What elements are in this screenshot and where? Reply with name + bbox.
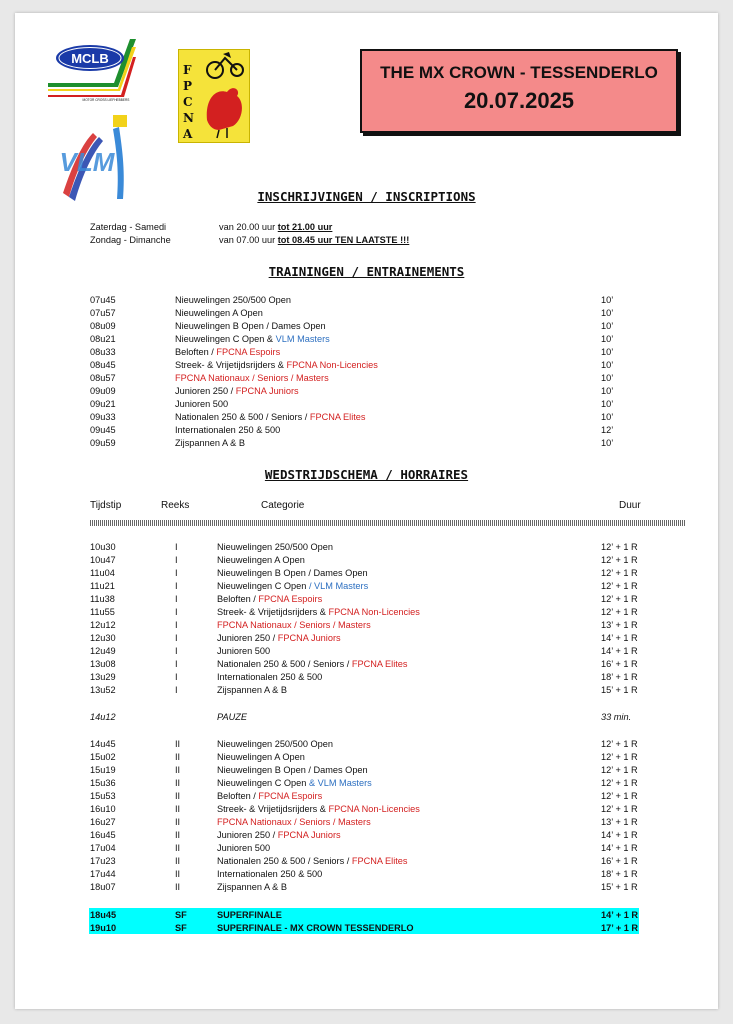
category-text: FPCNA Juniors <box>277 633 341 643</box>
category-text: FPCNA Nationaux / Seniors / Masters <box>217 620 371 630</box>
category-text: Nieuwelingen 250/500 Open <box>217 542 333 552</box>
fpcna-logo <box>178 49 250 143</box>
mclb-logo-subtext: MOTOR CROSS LIEFHEBBERS <box>82 98 130 101</box>
category-cell <box>217 593 322 605</box>
category-text: Beloften / <box>217 594 259 604</box>
training-duration: 10’ <box>601 295 614 305</box>
category-text: Beloften / <box>175 347 217 357</box>
category-text: FPCNA Juniors <box>277 830 341 840</box>
category-text: FPCNA Non-Licencies <box>328 804 420 814</box>
category-cell <box>217 684 287 696</box>
category-text: FPCNA Espoirs <box>258 594 323 604</box>
schedule-series: I <box>175 659 178 669</box>
inscription-hours-from: van 07.00 uur <box>219 235 278 245</box>
schedule-duration: 13’ + 1 R <box>601 817 638 827</box>
category-cell <box>217 606 420 618</box>
schedule-series: I <box>175 568 178 578</box>
pause-label: PAUZE <box>217 712 247 722</box>
category-cell <box>217 803 420 815</box>
schedule-series: II <box>175 817 181 827</box>
category-cell <box>217 738 333 750</box>
column-header-duration: Duur <box>619 500 641 511</box>
schedule-duration: 12’ + 1 R <box>601 607 638 617</box>
category-text: / VLM Masters <box>308 581 369 591</box>
schedule-series: I <box>175 607 178 617</box>
event-title-box <box>360 49 678 133</box>
category-cell <box>175 294 291 306</box>
event-date: 20.07.2025 <box>463 88 575 113</box>
schedule-duration: 12’ + 1 R <box>601 778 638 788</box>
training-duration: 10’ <box>601 386 614 396</box>
category-cell <box>217 909 282 921</box>
schedule-time: 12u49 <box>90 646 116 656</box>
fpcna-logo-text: FPCNA <box>183 63 194 141</box>
schedule-heading: WEDSTRIJDSCHEMA / HORRAIRES <box>264 467 469 482</box>
category-text: Junioren 250 / <box>175 386 236 396</box>
schedule-duration: 12’ + 1 R <box>601 542 638 552</box>
category-text: Junioren 250 / <box>217 633 278 643</box>
training-duration: 10’ <box>601 360 614 370</box>
category-text: FPCNA Nationaux / Seniors / Masters <box>175 373 329 383</box>
category-cell <box>175 333 330 345</box>
schedule-time: 17u04 <box>90 843 116 853</box>
schedule-time: 16u10 <box>90 804 116 814</box>
category-cell <box>217 632 341 644</box>
schedule-time: 17u44 <box>90 869 116 879</box>
inscription-hours <box>219 234 409 246</box>
training-time: 09u45 <box>90 425 116 435</box>
category-text: Nationalen 250 & 500 / Seniors / <box>175 412 310 422</box>
category-text: Junioren 500 <box>217 646 271 656</box>
schedule-series: I <box>175 685 178 695</box>
schedule-series: I <box>175 620 178 630</box>
schedule-series: II <box>175 791 181 801</box>
training-time: 08u21 <box>90 334 116 344</box>
category-text: & VLM Masters <box>308 778 372 788</box>
category-text: Internationalen 250 & 500 <box>175 425 281 435</box>
schedule-duration: 12’ + 1 R <box>601 739 638 749</box>
schedule-time: 16u45 <box>90 830 116 840</box>
category-cell <box>217 816 371 828</box>
category-cell <box>217 855 408 867</box>
schedule-time: 13u08 <box>90 659 116 669</box>
schedule-time: 10u47 <box>90 555 116 565</box>
schedule-duration: 14’ + 1 R <box>601 910 639 920</box>
schedule-duration: 14’ + 1 R <box>601 646 638 656</box>
category-text: Internationalen 250 & 500 <box>217 869 323 879</box>
training-time: 09u09 <box>90 386 116 396</box>
category-text: Nieuwelingen B Open / Dames Open <box>217 568 368 578</box>
schedule-series: II <box>175 752 181 762</box>
schedule-duration: 14’ + 1 R <box>601 633 638 643</box>
schedule-time: 12u30 <box>90 633 116 643</box>
category-text: Nieuwelingen C Open <box>217 778 309 788</box>
training-time: 09u33 <box>90 412 116 422</box>
schedule-duration: 12’ + 1 R <box>601 568 638 578</box>
schedule-time: 15u53 <box>90 791 116 801</box>
category-text: Nieuwelingen A Open <box>217 555 305 565</box>
schedule-duration: 12’ + 1 R <box>601 791 638 801</box>
category-text: Internationalen 250 & 500 <box>217 672 323 682</box>
training-duration: 10’ <box>601 373 614 383</box>
category-text: Streek- & Vrijetijdsrijders & <box>217 804 329 814</box>
category-cell <box>217 619 371 631</box>
inscription-day: Zaterdag - Samedi <box>90 222 167 232</box>
schedule-series: SF <box>175 923 187 933</box>
category-cell <box>217 868 322 880</box>
schedule-time: 16u27 <box>90 817 116 827</box>
schedule-time: 19u10 <box>90 923 117 933</box>
schedule-series: II <box>175 765 181 775</box>
category-cell <box>217 922 414 934</box>
category-text: Junioren 500 <box>175 399 229 409</box>
trainings-heading: TRAININGEN / ENTRAINEMENTS <box>268 264 465 279</box>
category-text: VLM Masters <box>275 334 330 344</box>
schedule-series: II <box>175 830 181 840</box>
schedule-duration: 18’ + 1 R <box>601 672 638 682</box>
column-header-series: Reeks <box>161 500 190 511</box>
schedule-series: I <box>175 555 178 565</box>
schedule-time: 14u45 <box>90 739 116 749</box>
category-text: Nieuwelingen A Open <box>217 752 305 762</box>
inscriptions-heading: INSCHRIJVINGEN / INSCRIPTIONS <box>257 189 476 204</box>
schedule-duration: 12’ + 1 R <box>601 752 638 762</box>
training-time: 08u33 <box>90 347 116 357</box>
category-cell <box>175 385 299 397</box>
category-text: FPCNA Espoirs <box>216 347 281 357</box>
schedule-series: II <box>175 869 181 879</box>
category-cell <box>217 751 305 763</box>
training-duration: 10’ <box>601 334 614 344</box>
category-text: FPCNA Espoirs <box>258 791 323 801</box>
category-cell <box>217 541 333 553</box>
category-cell <box>217 842 270 854</box>
schedule-series: I <box>175 646 178 656</box>
schedule-time: 10u30 <box>90 542 116 552</box>
category-text: Nieuwelingen C Open <box>217 581 309 591</box>
training-time: 09u21 <box>90 399 116 409</box>
training-duration: 10’ <box>601 399 614 409</box>
category-cell <box>217 790 322 802</box>
schedule-series: II <box>175 843 181 853</box>
schedule-time: 11u55 <box>90 607 115 617</box>
schedule-series: I <box>175 581 178 591</box>
schedule-series: II <box>175 804 181 814</box>
pause-duration: 33 min. <box>601 712 632 722</box>
schedule-duration: 14’ + 1 R <box>601 843 638 853</box>
inscription-hours <box>219 221 332 233</box>
category-text: Junioren 500 <box>217 843 271 853</box>
training-time: 07u45 <box>90 295 116 305</box>
schedule-duration: 15’ + 1 R <box>601 882 638 892</box>
category-text: Nieuwelingen B Open / Dames Open <box>217 765 368 775</box>
schedule-time: 12u12 <box>90 620 116 630</box>
column-header-time: Tijdstip <box>90 500 122 511</box>
schedule-time: 18u45 <box>90 910 117 920</box>
training-time: 08u09 <box>90 321 116 331</box>
category-text: SUPERFINALE <box>217 910 282 920</box>
category-cell <box>175 398 228 410</box>
category-cell <box>217 658 408 670</box>
mclb-logo-text: MCLB <box>71 51 109 66</box>
schedule-series: I <box>175 633 178 643</box>
schedule-duration: 12’ + 1 R <box>601 804 638 814</box>
category-text: FPCNA Elites <box>309 412 366 422</box>
training-duration: 10’ <box>601 347 614 357</box>
schedule-duration: 16’ + 1 R <box>601 659 638 669</box>
schedule-duration: 12’ + 1 R <box>601 555 638 565</box>
category-cell <box>217 881 287 893</box>
schedule-duration: 12’ + 1 R <box>601 765 638 775</box>
category-text: Zijspannen A & B <box>217 882 287 892</box>
category-text: FPCNA Juniors <box>235 386 299 396</box>
category-text: FPCNA Non-Licencies <box>328 607 420 617</box>
category-text: Nieuwelingen 250/500 Open <box>217 739 333 749</box>
schedule-time: 15u19 <box>90 765 116 775</box>
schedule-duration: 13’ + 1 R <box>601 620 638 630</box>
category-cell <box>217 554 305 566</box>
category-text: Zijspannen A & B <box>175 438 245 448</box>
schedule-duration: 18’ + 1 R <box>601 869 638 879</box>
schedule-time: 15u36 <box>90 778 116 788</box>
training-time: 08u57 <box>90 373 116 383</box>
schedule-duration: 12’ + 1 R <box>601 581 638 591</box>
schedule-duration: 14’ + 1 R <box>601 830 638 840</box>
category-text: Zijspannen A & B <box>217 685 287 695</box>
schedule-duration: 15’ + 1 R <box>601 685 638 695</box>
schedule-time: 11u21 <box>90 581 115 591</box>
column-header-category: Categorie <box>261 500 305 511</box>
category-text: FPCNA Non-Licencies <box>286 360 378 370</box>
schedule-series: II <box>175 882 181 892</box>
category-text: Nieuwelingen B Open / Dames Open <box>175 321 326 331</box>
inscription-day: Zondag - Dimanche <box>90 235 171 245</box>
category-cell <box>175 359 378 371</box>
category-text: Beloften / <box>217 791 259 801</box>
training-duration: 10’ <box>601 308 614 318</box>
schedule-series: II <box>175 739 181 749</box>
schedule-time: 13u29 <box>90 672 116 682</box>
header-separator <box>90 520 685 526</box>
category-text: Streek- & Vrijetijdsrijders & <box>175 360 287 370</box>
schedule-duration: 16’ + 1 R <box>601 856 638 866</box>
category-text: Nieuwelingen 250/500 Open <box>175 295 291 305</box>
category-text: Nationalen 250 & 500 / Seniors / <box>217 659 352 669</box>
inscription-hours-deadline: tot 08.45 uur TEN LAATSTE !!! <box>277 235 410 245</box>
training-duration: 10’ <box>601 412 614 422</box>
category-cell <box>217 777 372 789</box>
vlm-logo-text: VLM <box>59 147 115 177</box>
category-text: FPCNA Nationaux / Seniors / Masters <box>217 817 371 827</box>
category-text: FPCNA Elites <box>351 659 408 669</box>
category-text: Nieuwelingen A Open <box>175 308 263 318</box>
schedule-series: I <box>175 672 178 682</box>
category-text: Streek- & Vrijetijdsrijders & <box>217 607 329 617</box>
schedule-time: 11u38 <box>90 594 115 604</box>
category-text: Nieuwelingen C Open & <box>175 334 276 344</box>
training-duration: 10’ <box>601 321 614 331</box>
schedule-duration: 12’ + 1 R <box>601 594 638 604</box>
training-duration: 12’ <box>601 425 614 435</box>
schedule-time: 18u07 <box>90 882 116 892</box>
schedule-series: I <box>175 594 178 604</box>
category-cell <box>175 424 280 436</box>
category-cell <box>217 580 368 592</box>
schedule-time: 15u02 <box>90 752 116 762</box>
training-time: 09u59 <box>90 438 116 448</box>
schedule-series: II <box>175 778 181 788</box>
category-cell <box>175 411 366 423</box>
schedule-duration: 17’ + 1 R <box>601 923 639 933</box>
category-cell <box>217 567 368 579</box>
category-cell <box>217 764 368 776</box>
category-cell <box>217 671 322 683</box>
schedule-time: 11u04 <box>90 568 115 578</box>
category-cell <box>175 320 326 332</box>
training-time: 08u45 <box>90 360 116 370</box>
category-text: SUPERFINALE - MX CROWN TESSENDERLO <box>217 923 414 933</box>
inscription-hours-deadline: tot 21.00 uur <box>277 222 333 232</box>
schedule-time: 17u23 <box>90 856 116 866</box>
mclb-logo <box>48 39 136 101</box>
schedule-series: II <box>175 856 181 866</box>
category-cell <box>175 437 245 449</box>
category-cell <box>175 346 280 358</box>
training-duration: 10’ <box>601 438 614 448</box>
schedule-time: 13u52 <box>90 685 116 695</box>
category-cell <box>175 372 329 384</box>
schedule-series: I <box>175 542 178 552</box>
pause-time: 14u12 <box>90 712 116 722</box>
schedule-series: SF <box>175 910 187 920</box>
event-title: THE MX CROWN - TESSENDERLO <box>380 63 658 82</box>
document-page <box>15 13 718 1009</box>
category-cell <box>217 829 341 841</box>
category-text: Junioren 250 / <box>217 830 278 840</box>
category-cell <box>175 307 263 319</box>
inscription-hours-from: van 20.00 uur <box>219 222 278 232</box>
category-cell <box>217 645 270 657</box>
category-text: Nationalen 250 & 500 / Seniors / <box>217 856 352 866</box>
training-time: 07u57 <box>90 308 116 318</box>
category-text: FPCNA Elites <box>351 856 408 866</box>
